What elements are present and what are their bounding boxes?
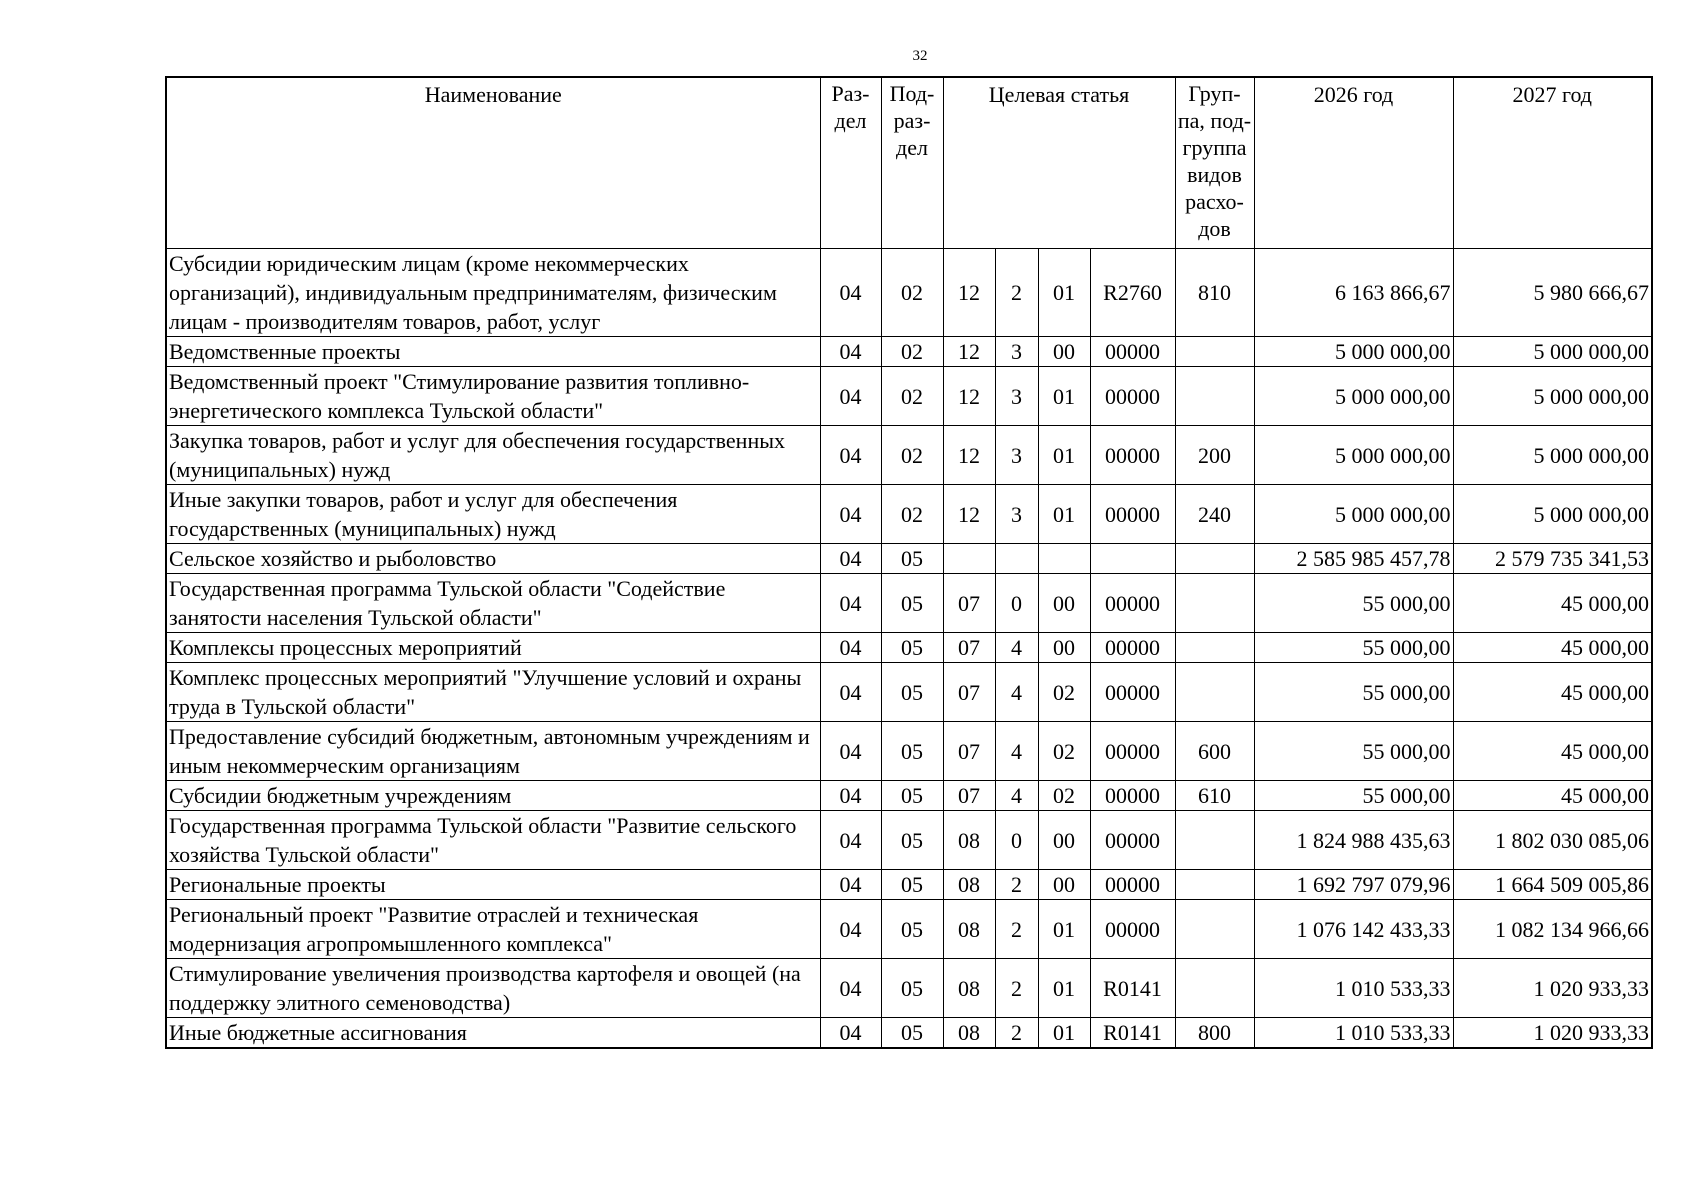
- cell-target-code: 00000: [1090, 485, 1175, 544]
- cell-target-direction: 01: [1038, 426, 1090, 485]
- header-subsection: Под- раз- дел: [881, 77, 943, 249]
- cell-target-code: 00000: [1090, 426, 1175, 485]
- cell-name: Государственная программа Тульской области "Развитие сельского хозяйства Тульской области": [166, 811, 820, 870]
- cell-amount-2026: 55 000,00: [1254, 722, 1453, 781]
- cell-target-type: 0: [995, 811, 1038, 870]
- cell-section: 04: [820, 900, 881, 959]
- header-year-2026: 2026 год: [1254, 77, 1453, 249]
- cell-amount-2026: 1 010 533,33: [1254, 1018, 1453, 1049]
- cell-target-type: 2: [995, 870, 1038, 900]
- cell-target-direction: 02: [1038, 722, 1090, 781]
- cell-target-program: 07: [943, 663, 995, 722]
- cell-name: Субсидии юридическим лицам (кроме некоммерческих организаций), индивидуальным предпринимателям, физическим лицам - производителям товаров, работ, услуг: [166, 249, 820, 337]
- cell-section: 04: [820, 574, 881, 633]
- cell-subsection: 05: [881, 900, 943, 959]
- cell-name: Иные бюджетные ассигнования: [166, 1018, 820, 1049]
- cell-name: Комплекс процессных мероприятий "Улучшение условий и охраны труда в Тульской области": [166, 663, 820, 722]
- cell-name: Закупка товаров, работ и услуг для обеспечения государственных (муниципальных) нужд: [166, 426, 820, 485]
- cell-target-direction: 01: [1038, 1018, 1090, 1049]
- cell-target-code: 00000: [1090, 900, 1175, 959]
- cell-subsection: 05: [881, 574, 943, 633]
- table-row: [166, 900, 1652, 959]
- cell-amount-2026: 55 000,00: [1254, 633, 1453, 663]
- cell-target-direction: 01: [1038, 900, 1090, 959]
- cell-amount-2026: 2 585 985 457,78: [1254, 544, 1453, 574]
- cell-expense-group: [1175, 900, 1254, 959]
- cell-target-direction: [1038, 544, 1090, 574]
- cell-expense-group: [1175, 544, 1254, 574]
- header-name: Наименование: [166, 77, 820, 249]
- cell-target-code: 00000: [1090, 870, 1175, 900]
- cell-amount-2027: 45 000,00: [1453, 574, 1652, 633]
- cell-target-code: 00000: [1090, 337, 1175, 367]
- cell-target-type: 3: [995, 485, 1038, 544]
- cell-section: 04: [820, 249, 881, 337]
- cell-section: 04: [820, 1018, 881, 1049]
- cell-target-type: 3: [995, 367, 1038, 426]
- cell-expense-group: [1175, 663, 1254, 722]
- cell-section: 04: [820, 781, 881, 811]
- cell-amount-2026: 55 000,00: [1254, 781, 1453, 811]
- cell-name: Ведомственные проекты: [166, 337, 820, 367]
- cell-expense-group: 200: [1175, 426, 1254, 485]
- cell-target-program: 12: [943, 485, 995, 544]
- cell-expense-group: [1175, 574, 1254, 633]
- cell-target-code: 00000: [1090, 722, 1175, 781]
- cell-name: Субсидии бюджетным учреждениям: [166, 781, 820, 811]
- table-body: [166, 249, 1652, 1049]
- cell-target-direction: 00: [1038, 811, 1090, 870]
- cell-target-direction: 00: [1038, 870, 1090, 900]
- cell-expense-group: [1175, 367, 1254, 426]
- cell-target-type: 4: [995, 633, 1038, 663]
- cell-amount-2027: 45 000,00: [1453, 663, 1652, 722]
- cell-amount-2027: 2 579 735 341,53: [1453, 544, 1652, 574]
- table-row: [166, 426, 1652, 485]
- table-header-row: [166, 77, 1652, 249]
- cell-target-code: 00000: [1090, 574, 1175, 633]
- cell-subsection: 05: [881, 959, 943, 1018]
- cell-subsection: 05: [881, 811, 943, 870]
- page-number: 32: [912, 48, 928, 64]
- table-row: [166, 544, 1652, 574]
- header-year-2027: 2027 год: [1453, 77, 1652, 249]
- cell-section: 04: [820, 870, 881, 900]
- cell-target-type: 3: [995, 426, 1038, 485]
- cell-amount-2027: 45 000,00: [1453, 781, 1652, 811]
- cell-expense-group: [1175, 870, 1254, 900]
- cell-target-code: R2760: [1090, 249, 1175, 337]
- table-row: [166, 722, 1652, 781]
- table-row: [166, 574, 1652, 633]
- cell-target-code: 00000: [1090, 811, 1175, 870]
- cell-amount-2026: 5 000 000,00: [1254, 367, 1453, 426]
- cell-name: Сельское хозяйство и рыболовство: [166, 544, 820, 574]
- cell-section: 04: [820, 544, 881, 574]
- cell-expense-group: [1175, 337, 1254, 367]
- cell-section: 04: [820, 811, 881, 870]
- cell-name: Стимулирование увеличения производства картофеля и овощей (на поддержку элитного семеноводства): [166, 959, 820, 1018]
- cell-amount-2027: 5 000 000,00: [1453, 426, 1652, 485]
- cell-amount-2026: 55 000,00: [1254, 663, 1453, 722]
- cell-target-program: 07: [943, 781, 995, 811]
- cell-amount-2026: 6 163 866,67: [1254, 249, 1453, 337]
- cell-target-direction: 01: [1038, 959, 1090, 1018]
- cell-name: Предоставление субсидий бюджетным, автономным учреждениям и иным некоммерческим организациям: [166, 722, 820, 781]
- cell-expense-group: 800: [1175, 1018, 1254, 1049]
- cell-section: 04: [820, 337, 881, 367]
- header-section: Раз- дел: [820, 77, 881, 249]
- cell-subsection: 02: [881, 337, 943, 367]
- cell-amount-2026: 5 000 000,00: [1254, 485, 1453, 544]
- cell-expense-group: 600: [1175, 722, 1254, 781]
- cell-section: 04: [820, 367, 881, 426]
- header-expense-group: Груп- па, под- группа видов расхо- дов: [1175, 77, 1254, 249]
- cell-target-program: 12: [943, 426, 995, 485]
- cell-subsection: 05: [881, 544, 943, 574]
- cell-section: 04: [820, 485, 881, 544]
- cell-section: 04: [820, 959, 881, 1018]
- cell-target-program: 07: [943, 722, 995, 781]
- cell-target-code: 00000: [1090, 633, 1175, 663]
- table-row: [166, 1018, 1652, 1049]
- cell-target-type: 0: [995, 574, 1038, 633]
- cell-target-direction: 02: [1038, 663, 1090, 722]
- cell-target-program: 08: [943, 870, 995, 900]
- cell-section: 04: [820, 722, 881, 781]
- cell-target-direction: 01: [1038, 485, 1090, 544]
- cell-amount-2027: 45 000,00: [1453, 722, 1652, 781]
- cell-target-direction: 01: [1038, 367, 1090, 426]
- cell-name: Комплексы процессных мероприятий: [166, 633, 820, 663]
- cell-target-code: 00000: [1090, 367, 1175, 426]
- table-row: [166, 959, 1652, 1018]
- cell-subsection: 05: [881, 870, 943, 900]
- cell-expense-group: 240: [1175, 485, 1254, 544]
- cell-amount-2026: 5 000 000,00: [1254, 426, 1453, 485]
- cell-target-type: 4: [995, 722, 1038, 781]
- cell-target-type: 2: [995, 959, 1038, 1018]
- header-target-article: Целевая статья: [943, 77, 1175, 249]
- cell-target-type: [995, 544, 1038, 574]
- cell-amount-2026: 1 824 988 435,63: [1254, 811, 1453, 870]
- cell-amount-2027: 5 980 666,67: [1453, 249, 1652, 337]
- cell-name: Иные закупки товаров, работ и услуг для обеспечения государственных (муниципальных) нужд: [166, 485, 820, 544]
- cell-amount-2026: 1 692 797 079,96: [1254, 870, 1453, 900]
- table-row: [166, 633, 1652, 663]
- cell-name: Региональные проекты: [166, 870, 820, 900]
- cell-subsection: 02: [881, 367, 943, 426]
- cell-expense-group: 810: [1175, 249, 1254, 337]
- cell-subsection: 05: [881, 781, 943, 811]
- table-row: [166, 870, 1652, 900]
- cell-target-type: 2: [995, 900, 1038, 959]
- cell-target-type: 4: [995, 663, 1038, 722]
- cell-name: Государственная программа Тульской области "Содействие занятости населения Тульской области": [166, 574, 820, 633]
- cell-amount-2027: 1 020 933,33: [1453, 1018, 1652, 1049]
- cell-name: Ведомственный проект "Стимулирование развития топливно-энергетического комплекса Тульской области": [166, 367, 820, 426]
- cell-target-type: 2: [995, 249, 1038, 337]
- cell-subsection: 05: [881, 633, 943, 663]
- cell-target-direction: 00: [1038, 337, 1090, 367]
- cell-target-code: R0141: [1090, 959, 1175, 1018]
- cell-section: 04: [820, 663, 881, 722]
- table-row: [166, 663, 1652, 722]
- cell-section: 04: [820, 633, 881, 663]
- cell-expense-group: [1175, 959, 1254, 1018]
- table-row: [166, 367, 1652, 426]
- cell-expense-group: [1175, 633, 1254, 663]
- cell-target-program: 08: [943, 811, 995, 870]
- cell-subsection: 05: [881, 1018, 943, 1049]
- cell-section: 04: [820, 426, 881, 485]
- cell-target-program: 07: [943, 574, 995, 633]
- cell-amount-2027: 5 000 000,00: [1453, 485, 1652, 544]
- cell-target-program: 08: [943, 959, 995, 1018]
- cell-target-direction: 01: [1038, 249, 1090, 337]
- cell-subsection: 05: [881, 663, 943, 722]
- cell-target-direction: 00: [1038, 574, 1090, 633]
- cell-target-program: 12: [943, 249, 995, 337]
- cell-amount-2026: 1 010 533,33: [1254, 959, 1453, 1018]
- cell-target-type: 3: [995, 337, 1038, 367]
- cell-subsection: 05: [881, 722, 943, 781]
- cell-amount-2026: 5 000 000,00: [1254, 337, 1453, 367]
- cell-target-code: 00000: [1090, 663, 1175, 722]
- cell-amount-2026: 55 000,00: [1254, 574, 1453, 633]
- cell-amount-2027: 5 000 000,00: [1453, 367, 1652, 426]
- cell-amount-2027: 45 000,00: [1453, 633, 1652, 663]
- table-row: [166, 249, 1652, 337]
- table-row: [166, 811, 1652, 870]
- cell-target-program: 12: [943, 337, 995, 367]
- cell-amount-2027: 1 082 134 966,66: [1453, 900, 1652, 959]
- table-row: [166, 485, 1652, 544]
- cell-target-direction: 00: [1038, 633, 1090, 663]
- cell-subsection: 02: [881, 249, 943, 337]
- cell-amount-2027: 1 802 030 085,06: [1453, 811, 1652, 870]
- table-row: [166, 781, 1652, 811]
- cell-expense-group: [1175, 811, 1254, 870]
- cell-target-program: 08: [943, 1018, 995, 1049]
- cell-target-direction: 02: [1038, 781, 1090, 811]
- cell-amount-2027: 1 664 509 005,86: [1453, 870, 1652, 900]
- cell-subsection: 02: [881, 426, 943, 485]
- cell-expense-group: 610: [1175, 781, 1254, 811]
- budget-table: [165, 76, 1653, 1049]
- cell-target-type: 4: [995, 781, 1038, 811]
- cell-target-type: 2: [995, 1018, 1038, 1049]
- cell-target-code: 00000: [1090, 781, 1175, 811]
- cell-amount-2027: 5 000 000,00: [1453, 337, 1652, 367]
- cell-amount-2027: 1 020 933,33: [1453, 959, 1652, 1018]
- cell-target-code: [1090, 544, 1175, 574]
- cell-target-program: 12: [943, 367, 995, 426]
- cell-target-code: R0141: [1090, 1018, 1175, 1049]
- cell-target-program: [943, 544, 995, 574]
- cell-target-program: 07: [943, 633, 995, 663]
- cell-amount-2026: 1 076 142 433,33: [1254, 900, 1453, 959]
- cell-target-program: 08: [943, 900, 995, 959]
- table-row: [166, 337, 1652, 367]
- cell-subsection: 02: [881, 485, 943, 544]
- cell-name: Региональный проект "Развитие отраслей и техническая модернизация агропромышленного комплекса": [166, 900, 820, 959]
